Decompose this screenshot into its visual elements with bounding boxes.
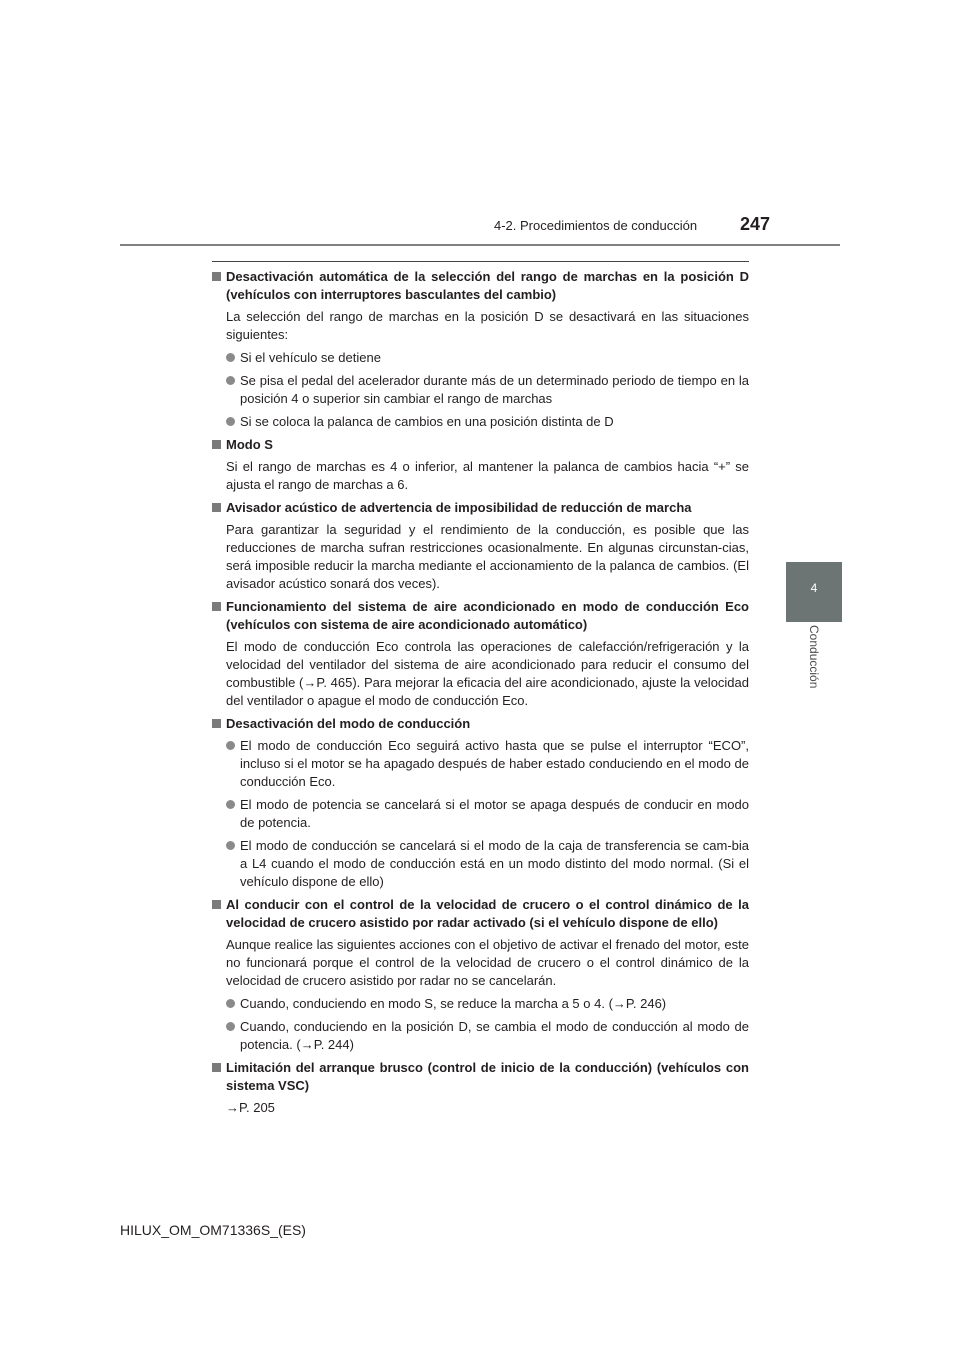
chapter-tab (786, 562, 842, 622)
section-eco-air-conditioning (212, 598, 749, 710)
section-auto-d-deactivation (212, 268, 749, 431)
header-section-title: 4-2. Procedimientos de conducción (494, 218, 698, 233)
list-item: Si se coloca la palanca de cambios en una posición distinta de D (212, 413, 749, 431)
section-downshift-buzzer (212, 499, 749, 593)
section-s-mode (212, 436, 749, 494)
page-reference: →P. 205 (226, 1100, 275, 1115)
section-drive-mode-deactivation (212, 715, 749, 891)
content (212, 268, 749, 1122)
section-paragraph: Para garantizar la seguridad y el rendimiento de la conducción, es posible que las reducciones de marcha sufran restricciones ocasionalmente. En algunas circunstan-cias, será imposible reducir la marcha mediante el accionamiento de la palanca de cambios. (El avisador acústico sonará dos veces). (226, 522, 749, 591)
list-item: Se pisa el pedal del acelerador durante más de un determinado periodo de tiempo en la posición 4 o superior sin cambiar el rango de marchas (212, 372, 749, 408)
list-item: Si el vehículo se detiene (212, 349, 749, 367)
section-heading: Funcionamiento del sistema de aire acondicionado en modo de conducción Eco (vehículos con sistema de aire acondicionado automático) (212, 598, 749, 634)
page-number: 247 (740, 214, 771, 234)
chapter-number: 4 (810, 581, 818, 595)
content-rule (212, 261, 749, 262)
list-item: El modo de conducción se cancelará si el modo de la caja de transferencia se cam-bia a L4 cuando el modo de conducción está en un modo distinto del modo normal. (Si el vehículo dispone de ello) (212, 837, 749, 891)
section-paragraph: Aunque realice las siguientes acciones con el objetivo de activar el frenado del motor, este no funcionará porque el control de la velocidad de crucero o el control dinámico de la velocidad de crucero asistido por radar no se cancelarán. (226, 937, 749, 988)
section-cruise-control (212, 896, 749, 1054)
section-heading: Desactivación del modo de conducción (212, 715, 749, 733)
footer-document-code: HILUX_OM_OM71336S_(ES) (120, 1222, 306, 1238)
list-item: El modo de conducción Eco seguirá activo hasta que se pulse el interruptor “ECO”, incluso si el motor se ha apagado después de haber estado conduciendo en el modo de conducción Eco. (212, 737, 749, 791)
section-heading: Limitación del arranque brusco (control de inicio de la conducción) (vehículos con sistema VSC) (212, 1059, 749, 1095)
section-paragraph: El modo de conducción Eco controla las operaciones de calefacción/refrigeración y la velocidad del ventilador del sistema de aire acondicionado para reducir el consumo del combustible (→P. 465). Para mejorar la eficacia del aire acondicionado, ajuste la velocidad del ventilador o apague el modo de conducción Eco. (226, 639, 749, 708)
chapter-label: Conducción (807, 625, 821, 689)
header-rule (120, 244, 840, 246)
section-heading: Al conducir con el control de la velocidad de crucero o el control dinámico de la velocidad de crucero asistido por radar activado (si el vehículo dispone de ello) (212, 896, 749, 932)
list-item: El modo de potencia se cancelará si el motor se apaga después de conducir en modo de potencia. (212, 796, 749, 832)
section-heading: Desactivación automática de la selección del rango de marchas en la posición D (vehículos con interruptores basculantes del cambio) (212, 268, 749, 304)
section-sudden-start-limitation (212, 1059, 749, 1117)
list-item: Cuando, conduciendo en modo S, se reduce la marcha a 5 o 4. (→P. 246) (212, 995, 749, 1013)
section-paragraph: La selección del rango de marchas en la posición D se desactivará en las situaciones siguientes: (226, 309, 749, 342)
section-heading: Avisador acústico de advertencia de imposibilidad de reducción de marcha (212, 499, 749, 517)
list-item: Cuando, conduciendo en la posición D, se cambia el modo de conducción al modo de potencia. (→P. 244) (212, 1018, 749, 1054)
section-heading: Modo S (212, 436, 749, 454)
section-paragraph: Si el rango de marchas es 4 o inferior, al mantener la palanca de cambios hacia “+” se ajusta el rango de marchas a 6. (226, 459, 749, 492)
